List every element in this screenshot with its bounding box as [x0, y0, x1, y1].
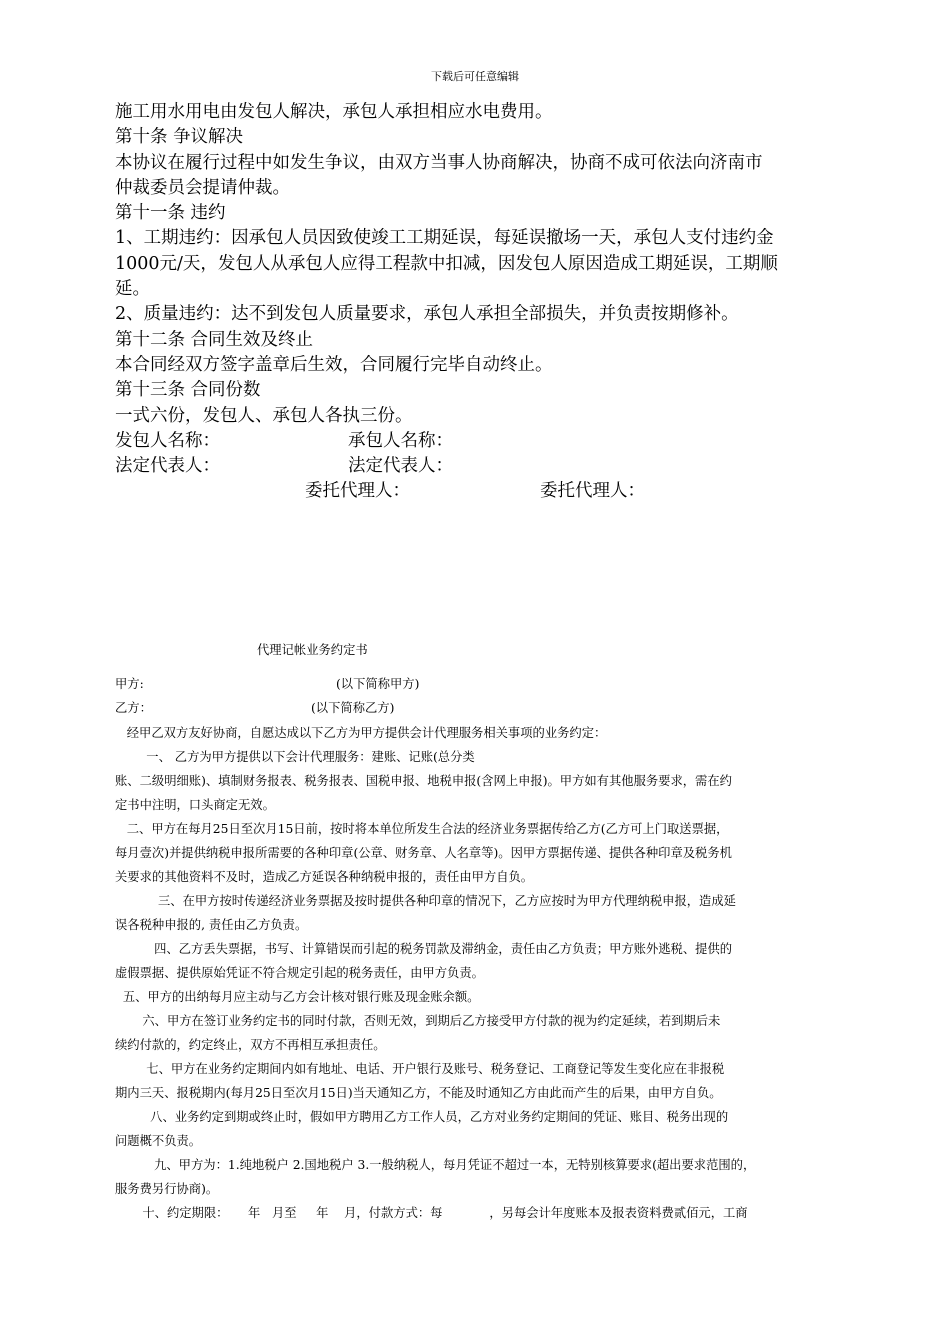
- agreement-title: 代理记帐业务约定书: [257, 643, 368, 657]
- clause-line: 问题概不负责。: [115, 1134, 202, 1148]
- contract-line: 1、工期违约：因承包人员因致使竣工工期延误，每延误撤场一天，承包人支付违约金: [115, 228, 774, 249]
- clause-line: 二、甲方在每月25日至次月15日前，按时将本单位所发生合法的经济业务票据传给乙方(乙方可上门取送票据，: [115, 822, 729, 836]
- employer-rep-label: 法定代表人：: [115, 456, 220, 477]
- clause-line: 五、甲方的出纳每月应主动与乙方会计核对银行账及现金账余额。: [115, 990, 480, 1004]
- signature-row-name: [115, 429, 845, 454]
- contract-line: 延。: [115, 279, 150, 300]
- party-a-label: 甲方:: [115, 677, 144, 691]
- clause-line: 十、约定期限： 年 月至 年 月，付款方式：每 ，另每会计年度账本及报表资料费贰佰元，工商: [115, 1206, 748, 1220]
- party-a-note: (以下简称甲方): [336, 677, 420, 691]
- contract-line: 施工用水用电由发包人解决，承包人承担相应水电费用。: [115, 102, 553, 122]
- clause-line: 四、乙方丢失票据，书写、计算错误而引起的税务罚款及滞纳金，责任由乙方负责；甲方账外逃税、提供的: [115, 942, 733, 956]
- contract-line: 本协议在履行过程中如发生争议，由双方当事人协商解决，协商不成可依法向济南市: [115, 152, 763, 173]
- employer-agent-label: 委托代理人：: [305, 481, 410, 502]
- clause-line: 七、甲方在业务约定期间内如有地址、电话、开户银行及账号、税务登记、工商登记等发生变化应在非报税: [115, 1062, 725, 1076]
- contract-line: 仲裁委员会提请仲裁。: [115, 177, 290, 198]
- construction-contract-section: [115, 100, 845, 505]
- article-heading: 第十条 争议解决: [115, 127, 244, 148]
- clause-line: 一、 乙方为甲方提供以下会计代理服务：建账、记账(总分类: [115, 750, 475, 764]
- clause-line: 期内三天、报税期内(每月25日至次月15日)当天通知乙方，不能及时通知乙方由此而产生的后果，由甲方自负。: [115, 1086, 722, 1100]
- party-b-label: 乙方：: [115, 701, 152, 715]
- party-b-row: [115, 698, 845, 714]
- clause-line: 六、甲方在签订业务约定书的同时付款，否则无效，到期后乙方接受甲方付款的视为约定延续，若到期后未: [115, 1014, 721, 1028]
- contractor-name-label: 承包人名称：: [348, 430, 453, 451]
- clause-line: 虚假票据、提供原始凭证不符合规定引起的税务责任，由甲方负责。: [115, 966, 484, 980]
- contract-line: 一式六份，发包人、承包人各执三份。: [115, 405, 413, 426]
- clause-line: 关要求的其他资料不及时，造成乙方延误各种纳税申报的，责任由甲方自负。: [115, 870, 534, 884]
- agreement-clauses: [115, 721, 845, 1225]
- contractor-agent-label: 委托代理人：: [540, 481, 645, 502]
- clause-line: 服务费另行协商)。: [115, 1182, 219, 1196]
- signature-row-agent: [115, 479, 845, 504]
- clause-line: 续约付款的，约定终止，双方不再相互承担责任。: [115, 1038, 386, 1052]
- party-b-note: (以下简称乙方): [311, 701, 395, 715]
- article-heading: 第十三条 合同份数: [115, 380, 261, 401]
- contractor-rep-label: 法定代表人：: [348, 456, 453, 477]
- contract-line: 2、质量违约：达不到发包人质量要求，承包人承担全部损失，并负责按期修补。: [115, 304, 739, 325]
- party-a-row: [115, 674, 845, 690]
- clause-line: 九、甲方为：1.纯地税户 2.国地税户 3.一般纳税人，每月凭证不超过一本，无特别核算要求(超出要求范围的，: [115, 1158, 756, 1172]
- clause-line: 经甲乙双方友好协商，自愿达成以下乙方为甲方提供会计代理服务相关事项的业务约定：: [115, 726, 607, 740]
- clause-line: 账、二级明细账)、填制财务报表、税务报表、国税申报、地税申报(含网上申报)。甲方如有其他服务要求，需在约: [115, 774, 732, 788]
- contract-line: 1000元/天，发包人从承包人应得工程款中扣减，因发包人原因造成工期延误，工期顺: [115, 253, 778, 274]
- page-header: 下载后可任意编辑: [431, 70, 519, 83]
- clause-line: 三、在甲方按时传递经济业务票据及按时提供各种印章的情况下，乙方应按时为甲方代理纳税申报，造成延: [115, 894, 736, 908]
- employer-name-label: 发包人名称：: [115, 430, 220, 451]
- clause-line: 每月壹次)并提供纳税申报所需要的各种印章(公章、财务章、人名章等)。因甲方票据传递、提供各种印章及税务机: [115, 846, 732, 860]
- article-heading: 第十一条 违约: [115, 203, 226, 224]
- clause-line: 八、业务约定到期或终止时，假如甲方聘用乙方工作人员，乙方对业务约定期间的凭证、账目、税务出现的: [115, 1110, 729, 1124]
- contract-line: 本合同经双方签字盖章后生效，合同履行完毕自动终止。: [115, 354, 553, 375]
- clause-line: 定书中注明，口头商定无效。: [115, 798, 275, 812]
- clause-line: 误各税种申报的, 责任由乙方负责。: [115, 918, 308, 932]
- signature-row-rep: [115, 454, 845, 479]
- article-heading: 第十二条 合同生效及终止: [115, 329, 314, 350]
